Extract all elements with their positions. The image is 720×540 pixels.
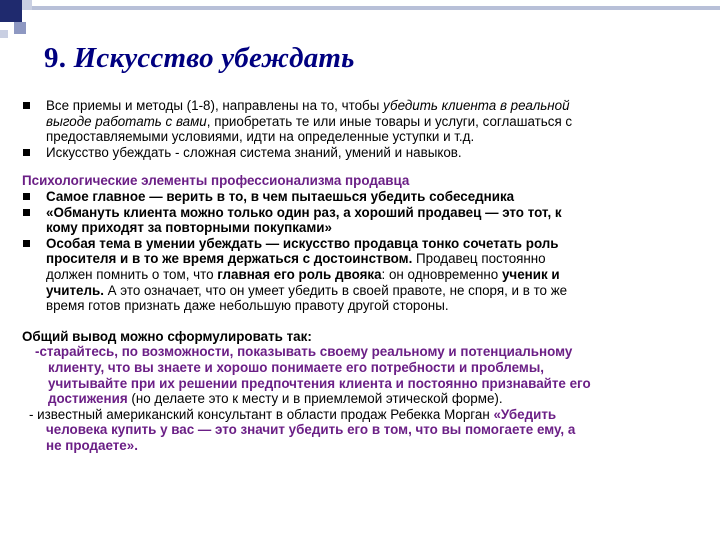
psych-bullet-3: Особая тема в умении убеждать — искусство продавца тонко сочетать роль просителя и в то же время держаться с достоинством. Продавец постоянно должен помнить о том, что главная его роль двояка: он одновременно ученик и учитель. А это означает, что он умеет убедить в своей правоте, не споря, и в то же время готов признать даже небольшую правоту другой стороны. [22, 236, 702, 314]
slide-title [44, 42, 355, 75]
conclusion-quote: - известный американский консультант в области продаж Ребекка Морган «Убедить человека купить у вас — это значит убедить его в том, что вы помогаете ему, а не продаете». [29, 406, 576, 453]
decor-square-light [22, 0, 32, 10]
conclusion-heading: Общий вывод можно сформулировать так: [22, 328, 312, 344]
title-text: Искусство убеждать [73, 42, 355, 74]
psych-heading: Психологические элементы профессионализма продавца [22, 173, 410, 189]
bullet-square-icon [23, 193, 30, 200]
bullet-square-icon [23, 102, 30, 109]
psych-bullet-2: «Обмануть клиента можно только один раз, а хороший продавец — это тот, к кому приходят за повторными покупками» [22, 205, 702, 236]
decor-square-small [0, 30, 8, 38]
bullet-square-icon [23, 209, 30, 216]
slide-content [22, 98, 702, 453]
bullet-square-icon [23, 240, 30, 247]
decor-top-bar [32, 6, 720, 10]
bullet-square-icon [23, 149, 30, 156]
decor-square-mid [14, 22, 26, 34]
psych-bullet-1: Самое главное — верить в то, в чем пытаешься убедить собеседника [22, 189, 702, 205]
intro-bullet-1: Все приемы и методы (1-8), направлены на то, чтобы убедить клиента в реальной выгоде работать с вами, приобретать те или иные товары и услуги, соглашаться с предоставляемыми условиями, идти на определенные уступки и т.д. [22, 98, 702, 145]
decor-square-dark [0, 0, 22, 22]
intro-bullet-2: Искусство убеждать - сложная система знаний, умений и навыков. [22, 145, 702, 161]
title-number: 9. [44, 42, 67, 74]
conclusion-advice: -старайтесь, по возможности, показывать своему реальному и потенциальному клиенту, что вы знаете и хорошо понимаете его потребности и проблемы, учитывайте при их решении предпочтения клиента и постоянно признавайте его достижения (но делаете это к месту и в приемлемой этической форме). [35, 344, 591, 407]
